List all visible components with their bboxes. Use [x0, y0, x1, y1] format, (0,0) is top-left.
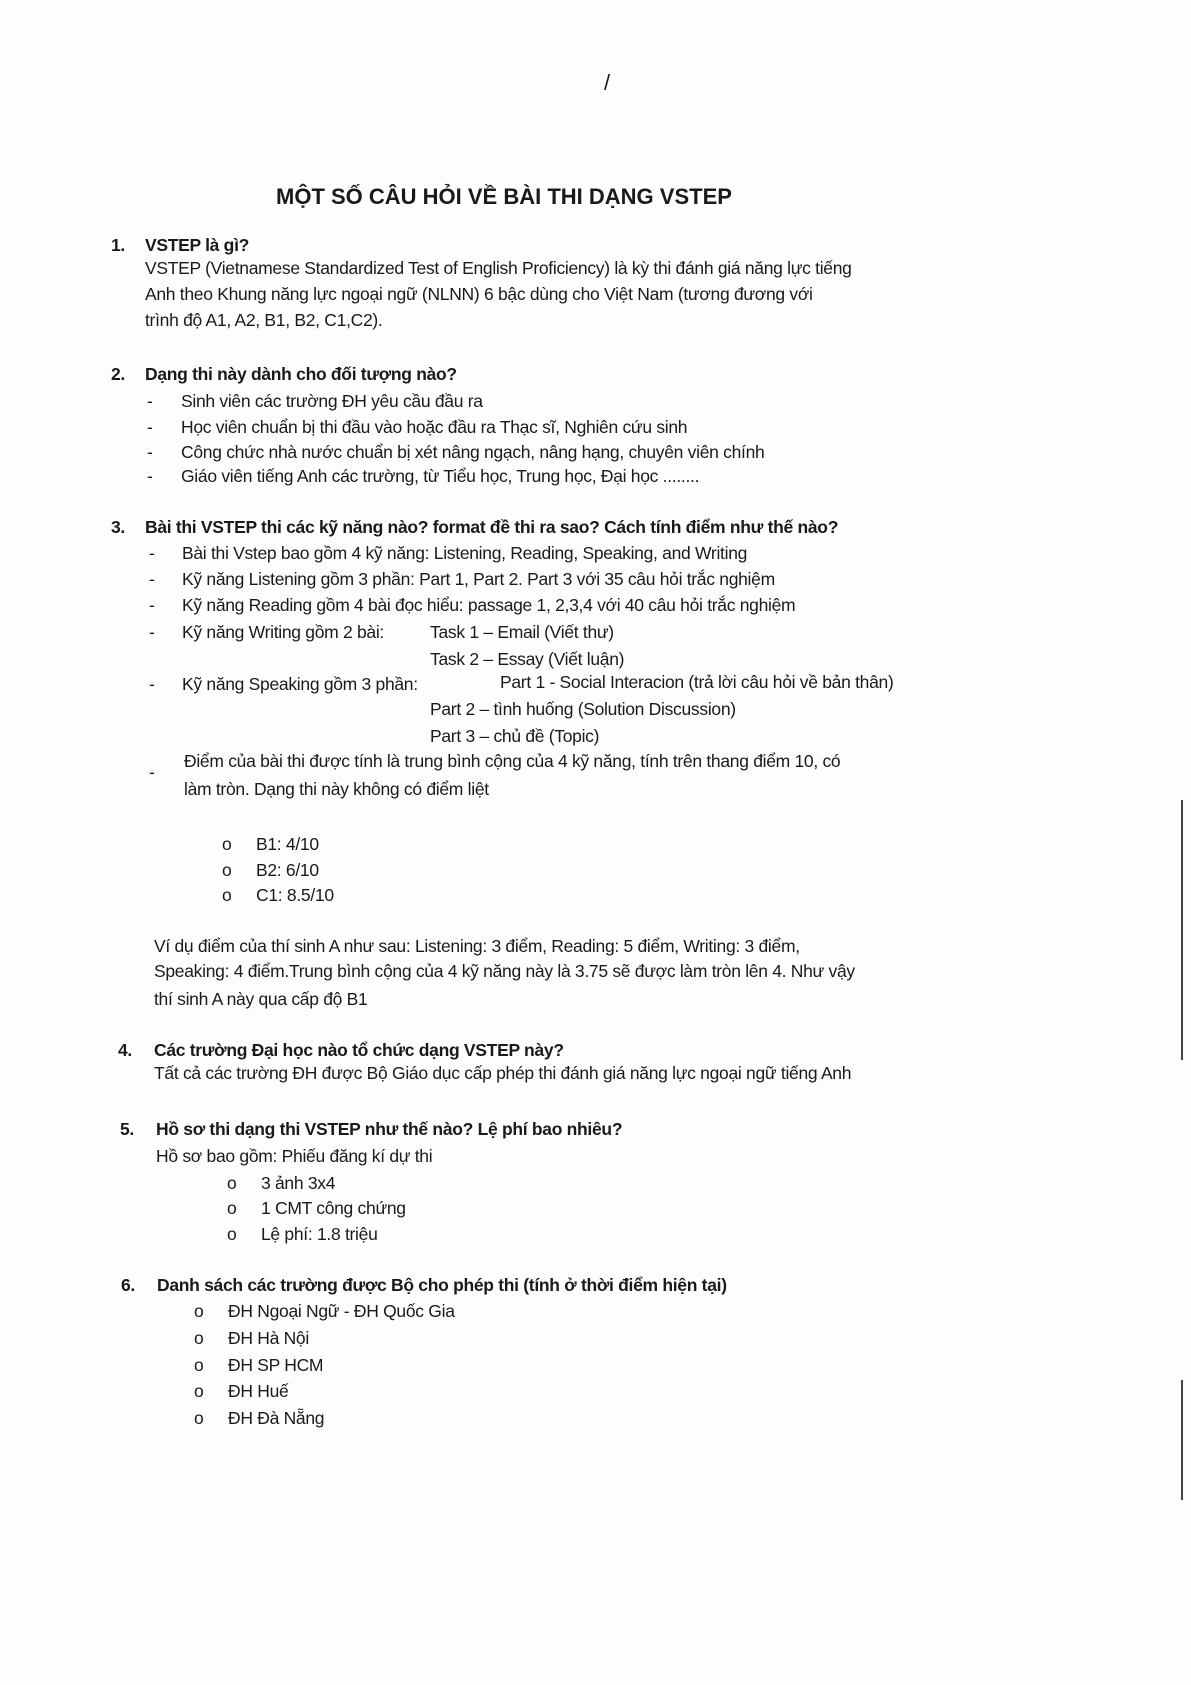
circle-bullet: o	[194, 1408, 204, 1428]
list-item: Kỹ năng Reading gồm 4 bài đọc hiểu: passage 1, 2,3,4 với 40 câu hỏi trắc nghiệm	[182, 595, 796, 615]
university-item: ĐH Hà Nội	[228, 1328, 309, 1348]
circle-bullet: o	[222, 860, 232, 880]
section-question: Hồ sơ thi dạng thi VSTEP như thế nào? Lệ phí bao nhiêu?	[156, 1119, 623, 1139]
section-number: 4.	[118, 1040, 132, 1060]
circle-bullet: o	[194, 1328, 204, 1348]
circle-bullet: o	[227, 1198, 237, 1218]
list-item: Điểm của bài thi được tính là trung bình cộng của 4 kỹ năng, tính trên thang điểm 10, có	[184, 751, 841, 771]
section-number: 1.	[111, 235, 125, 255]
list-item: Kỹ năng Listening gồm 3 phần: Part 1, Part 2. Part 3 với 35 câu hỏi trắc nghiệm	[182, 569, 775, 589]
list-item-continued: làm tròn. Dạng thi này không có điểm liệt	[184, 779, 489, 799]
dash-bullet: -	[149, 674, 155, 694]
example-line: thí sinh A này qua cấp độ B1	[154, 989, 368, 1009]
answer-line: VSTEP (Vietnamese Standardized Test of English Proficiency) là kỳ thi đánh giá năng lực tiếng	[145, 258, 852, 278]
university-item: ĐH SP HCM	[228, 1355, 324, 1375]
level-item: C1: 8.5/10	[256, 885, 334, 905]
circle-bullet: o	[194, 1355, 204, 1375]
answer-line: Hồ sơ bao gồm: Phiếu đăng kí dự thi	[156, 1146, 433, 1166]
answer-line: trình độ A1, A2, B1, B2, C1,C2).	[145, 310, 383, 330]
section-question: Danh sách các trường được Bộ cho phép thi (tính ở thời điểm hiện tại)	[157, 1275, 727, 1295]
circle-bullet: o	[222, 885, 232, 905]
section-question: Dạng thi này dành cho đối tượng nào?	[145, 364, 457, 384]
list-item: Sinh viên các trường ĐH yêu cầu đầu ra	[181, 391, 483, 411]
list-item: Lệ phí: 1.8 triệu	[261, 1224, 378, 1244]
section-question: VSTEP là gì?	[145, 235, 250, 255]
list-item: Công chức nhà nước chuẩn bị xét nâng ngạch, nâng hạng, chuyên viên chính	[181, 442, 765, 462]
list-item: 3 ảnh 3x4	[261, 1173, 336, 1193]
example-line: Speaking: 4 điểm.Trung bình cộng của 4 kỹ năng này là 3.75 sẽ được làm tròn lên 4. Như vậy	[154, 961, 855, 981]
circle-bullet: o	[194, 1301, 204, 1321]
list-item: Kỹ năng Writing gồm 2 bài:	[182, 622, 384, 642]
list-item: Bài thi Vstep bao gồm 4 kỹ năng: Listening, Reading, Speaking, and Writing	[182, 543, 748, 563]
list-item: Giáo viên tiếng Anh các trường, từ Tiểu học, Trung học, Đại học ........	[181, 466, 700, 486]
section-number: 2.	[111, 364, 125, 384]
section-question: Bài thi VSTEP thi các kỹ năng nào? format đề thi ra sao? Cách tính điểm như thế nào?	[145, 517, 839, 537]
dash-bullet: -	[147, 466, 153, 486]
level-item: B1: 4/10	[256, 834, 319, 854]
page-title: MỘT SỐ CÂU HỎI VỀ BÀI THI DẠNG VSTEP	[276, 184, 732, 209]
dash-bullet: -	[149, 622, 155, 642]
dash-bullet: -	[149, 762, 155, 782]
section-number: 3.	[111, 517, 125, 537]
dash-bullet: -	[149, 595, 155, 615]
scan-edge	[1181, 1380, 1183, 1500]
dash-bullet: -	[147, 442, 153, 462]
writing-task: Task 1 – Email (Viết thư)	[430, 622, 614, 642]
dash-bullet: -	[147, 417, 153, 437]
example-line: Ví dụ điểm của thí sinh A như sau: Listening: 3 điểm, Reading: 5 điểm, Writing: 3 điểm,	[154, 936, 800, 956]
circle-bullet: o	[194, 1381, 204, 1401]
writing-task: Task 2 – Essay (Viết luận)	[430, 649, 625, 669]
speaking-part: Part 1 - Social Interacion (trả lời câu hỏi về bản thân)	[500, 672, 894, 692]
scan-edge	[1181, 800, 1183, 1060]
circle-bullet: o	[222, 834, 232, 854]
level-item: B2: 6/10	[256, 860, 319, 880]
university-item: ĐH Ngoại Ngữ - ĐH Quốc Gia	[228, 1301, 455, 1321]
answer-line: Tất cả các trường ĐH được Bộ Giáo dục cấp phép thi đánh giá năng lực ngoại ngữ tiếng Anh	[154, 1063, 852, 1083]
circle-bullet: o	[227, 1224, 237, 1244]
university-item: ĐH Đà Nẵng	[228, 1408, 325, 1428]
stray-mark: /	[604, 70, 610, 95]
section-number: 5.	[120, 1119, 134, 1139]
list-item: 1 CMT công chứng	[261, 1198, 406, 1218]
section-question: Các trường Đại học nào tổ chức dạng VSTEP này?	[154, 1040, 564, 1060]
list-item: Kỹ năng Speaking gồm 3 phần:	[182, 674, 418, 694]
university-item: ĐH Huế	[228, 1381, 289, 1401]
dash-bullet: -	[147, 391, 153, 411]
list-item: Học viên chuẩn bị thi đầu vào hoặc đầu ra Thạc sĩ, Nghiên cứu sinh	[181, 417, 688, 437]
circle-bullet: o	[227, 1173, 237, 1193]
speaking-part: Part 2 – tình huống (Solution Discussion)	[430, 699, 736, 719]
answer-line: Anh theo Khung năng lực ngoại ngữ (NLNN) 6 bậc dùng cho Việt Nam (tương đương với	[145, 284, 813, 304]
speaking-part: Part 3 – chủ đề (Topic)	[430, 726, 600, 746]
dash-bullet: -	[149, 543, 155, 563]
section-number: 6.	[121, 1275, 135, 1295]
dash-bullet: -	[149, 569, 155, 589]
